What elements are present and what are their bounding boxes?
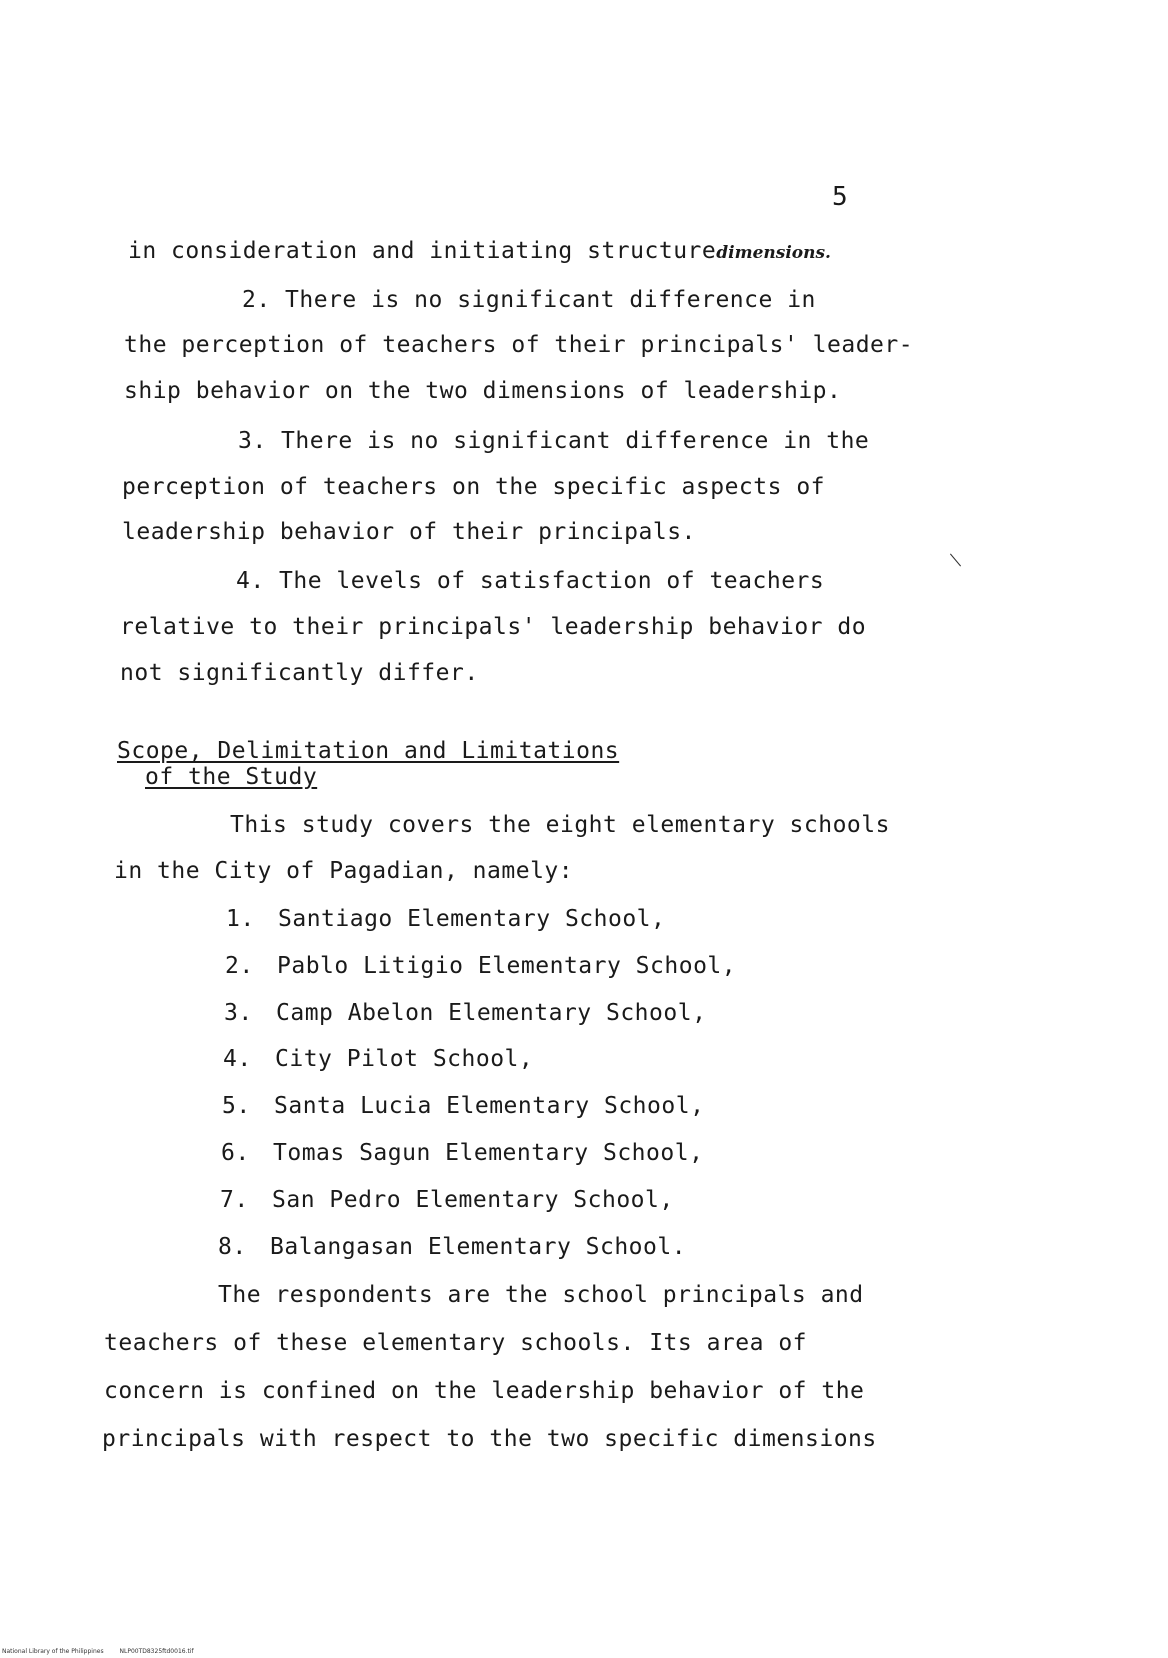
school-name: San Pedro Elementary School, (272, 1187, 674, 1213)
file-name: NLP00TD8325ftd0016.tif (119, 1648, 194, 1655)
text-line: in the City of Pagadian, namely: (114, 858, 574, 884)
list-number: 6. (221, 1140, 250, 1166)
list-item (220, 1187, 674, 1213)
text-line: not significantly differ. (120, 660, 479, 686)
list-number: 2. (225, 953, 254, 979)
list-item (223, 1046, 533, 1072)
text-line: 3. There is no significant difference in the (238, 428, 870, 454)
school-name: Santa Lucia Elementary School, (274, 1093, 705, 1119)
section-heading (117, 738, 619, 790)
stray-pen-mark (950, 554, 961, 567)
text-line: 4. The levels of satisfaction of teachers (236, 568, 825, 594)
text-line: The respondents are the school principals and (218, 1282, 864, 1308)
library-name: National Library of the Philippines (2, 1648, 104, 1655)
text-line (128, 238, 831, 264)
list-item (226, 906, 665, 932)
list-number: 8. (218, 1234, 247, 1260)
handwritten-insert: dimensions. (716, 243, 831, 263)
heading-line-1: Scope, Delimitation and Limitations (117, 738, 620, 764)
list-number: 5. (222, 1093, 251, 1119)
text-line: the perception of teachers of their principals' leader- (124, 332, 914, 358)
list-number: 7. (220, 1187, 249, 1213)
list-number: 4. (223, 1046, 252, 1072)
list-item (225, 953, 736, 979)
text-line: teachers of these elementary schools. Its area of (104, 1330, 808, 1356)
text-line: principals with respect to the two specific dimensions (102, 1426, 877, 1452)
school-name: Balangasan Elementary School. (270, 1234, 687, 1260)
text-line: relative to their principals' leadership behavior do (120, 614, 867, 640)
list-item (218, 1234, 686, 1260)
school-name: City Pilot School, (275, 1046, 534, 1072)
heading-line-2: of the Study (145, 764, 318, 790)
school-name: Pablo Litigio Elementary School, (277, 953, 737, 979)
text-segment: in consideration and initiating structure (128, 238, 717, 264)
text-line: 2. There is no significant difference in (242, 287, 816, 313)
text-line: leadership behavior of their principals. (122, 519, 696, 545)
list-item (221, 1140, 703, 1166)
text-line: ship behavior on the two dimensions of leadership. (124, 378, 842, 404)
text-line: perception of teachers on the specific aspects of (122, 474, 826, 500)
school-name: Camp Abelon Elementary School, (276, 1000, 707, 1026)
scan-footer (2, 1648, 208, 1655)
list-item (224, 1000, 706, 1026)
text-line: This study covers the eight elementary schools (230, 812, 890, 838)
school-name: Santiago Elementary School, (278, 906, 666, 932)
text-line: concern is confined on the leadership behavior of the (104, 1378, 865, 1404)
school-name: Tomas Sagun Elementary School, (273, 1140, 704, 1166)
list-item (222, 1093, 704, 1119)
page-number: 5 (832, 182, 848, 212)
list-number: 3. (224, 1000, 253, 1026)
list-number: 1. (226, 906, 255, 932)
